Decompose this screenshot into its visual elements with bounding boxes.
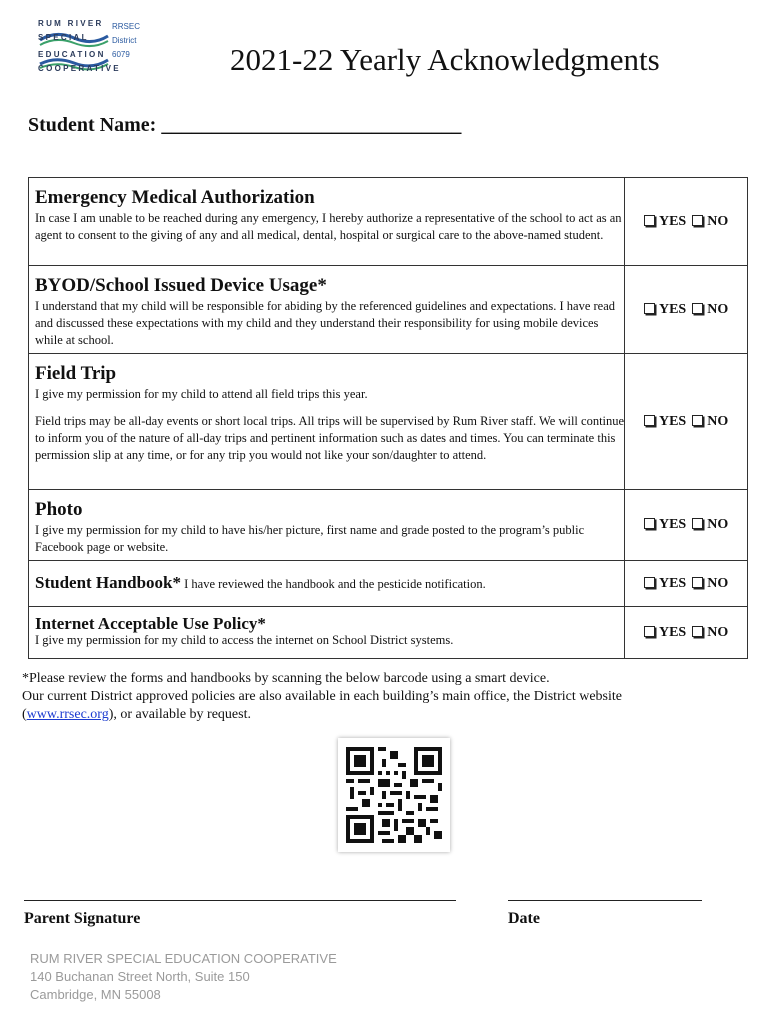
- rrsec-logo: [38, 18, 148, 82]
- note-line-1: *Please review the forms and handbooks by scanning the below barcode using a smart device.: [22, 671, 550, 686]
- logo-district-text: [112, 20, 140, 62]
- table-row: [29, 178, 748, 266]
- qr-code-icon: [346, 747, 442, 843]
- yes-no-choice: [625, 266, 748, 354]
- yes-label: YES: [658, 517, 687, 532]
- section-text: I give my permission for my child to access the internet on School District systems.: [35, 633, 454, 647]
- section-text-detail: Field trips may be all-day events or short local trips. All trips will be supervised by Rum River staff. We will continue to inform you of the nature of all-day trips and pertinent information such as dates and times. You can terminate this permission slip at any time, or for any trip you would not like your son/daughter to attend.: [35, 414, 625, 462]
- yes-checkbox[interactable]: [644, 214, 686, 229]
- date-line[interactable]: [508, 900, 702, 902]
- student-name-field[interactable]: Student Name: ______________________________: [28, 114, 462, 136]
- no-label: NO: [707, 624, 729, 640]
- yes-no-choice: [625, 607, 748, 659]
- yes-label: YES: [658, 213, 687, 229]
- table-row: [29, 266, 748, 354]
- no-checkbox[interactable]: [692, 214, 728, 229]
- section-text: I have reviewed the handbook and the pesticide notification.: [184, 577, 486, 591]
- acknowledgments-table: [28, 177, 748, 659]
- table-row: [29, 490, 748, 561]
- checkbox-icon: [644, 215, 655, 226]
- footer-address: [30, 950, 337, 1004]
- yes-no-choice: [625, 490, 748, 561]
- checkbox-icon: [692, 626, 703, 637]
- section-description: [29, 354, 625, 490]
- yes-checkbox[interactable]: [644, 302, 686, 317]
- review-notes: [22, 670, 742, 724]
- no-label: NO: [707, 213, 729, 229]
- district-website-link[interactable]: www.rrsec.org: [26, 707, 109, 722]
- no-label: NO: [707, 517, 729, 532]
- no-label: NO: [707, 413, 729, 429]
- note-line-2: Our current District approved policies are also available in each building’s main office, the District website: [22, 689, 622, 704]
- footer-city: Cambridge, MN 55008: [30, 987, 161, 1002]
- section-description: [29, 561, 625, 607]
- yes-checkbox[interactable]: [644, 625, 686, 640]
- section-text: In case I am unable to be reached during any emergency, I hereby authorize a representative of the school to act as an agent to consent to the giving of any and all medical, dental, hospital or surgical care to the above-named student.: [35, 211, 622, 242]
- no-checkbox[interactable]: [692, 576, 728, 591]
- section-description: [29, 266, 625, 354]
- checkbox-icon: [692, 415, 703, 426]
- table-row: [29, 354, 748, 490]
- table-row: [29, 561, 748, 607]
- footer-org: RUM RIVER SPECIAL EDUCATION COOPERATIVE: [30, 951, 337, 966]
- yes-no-choice: [625, 354, 748, 490]
- yes-no-choice: [625, 178, 748, 266]
- section-description: [29, 607, 625, 659]
- no-checkbox[interactable]: [692, 302, 728, 317]
- section-title: Emergency Medical Authorization: [35, 187, 315, 208]
- no-checkbox[interactable]: [692, 414, 728, 429]
- section-title: Field Trip: [35, 363, 117, 384]
- note-line-3: [22, 706, 742, 724]
- checkbox-icon: [644, 415, 655, 426]
- no-checkbox[interactable]: [692, 517, 728, 532]
- parent-signature-line[interactable]: [24, 900, 456, 902]
- logo-line-4: COOPERATIVE: [38, 64, 121, 73]
- checkbox-icon: [644, 518, 655, 529]
- table-row: [29, 607, 748, 659]
- logo-line-1: RUM RIVER: [38, 19, 104, 28]
- yes-label: YES: [658, 301, 687, 317]
- section-text: I understand that my child will be responsible for abiding by the referenced guidelines and expectations. I have read and discussed these expectations with my child and they understand their responsibility for using mobile devices while at school.: [35, 299, 616, 347]
- no-label: NO: [707, 575, 729, 591]
- no-checkbox[interactable]: [692, 625, 728, 640]
- section-title: BYOD/School Issued Device Usage*: [35, 275, 327, 296]
- yes-checkbox[interactable]: [644, 517, 686, 532]
- section-description: [29, 490, 625, 561]
- logo-line-3: EDUCATION: [38, 50, 106, 59]
- logo-wordmark: [38, 18, 121, 74]
- section-text: I give my permission for my child to attend all field trips this year.: [35, 387, 368, 401]
- footer-street: 140 Buchanan Street North, Suite 150: [30, 969, 250, 984]
- logo-rrsec: RRSEC: [112, 22, 141, 31]
- checkbox-icon: [692, 577, 703, 588]
- logo-district: District: [112, 36, 137, 45]
- section-title: Internet Acceptable Use Policy*: [35, 614, 266, 633]
- yes-label: YES: [658, 624, 687, 640]
- section-description: [29, 178, 625, 266]
- checkbox-icon: [644, 303, 655, 314]
- yes-label: YES: [658, 413, 687, 429]
- section-title: Student Handbook*: [35, 573, 181, 592]
- note-line-3-text: ), or available by request.: [108, 707, 251, 722]
- section-text: I give my permission for my child to have his/her picture, first name and grade posted to the program’s public Facebook page or website.: [35, 523, 585, 554]
- section-title: Photo: [35, 499, 83, 520]
- checkbox-icon: [644, 626, 655, 637]
- date-label: Date: [508, 910, 540, 927]
- checkbox-icon: [692, 518, 703, 529]
- page-title: 2021-22 Yearly Acknowledgments: [230, 42, 660, 77]
- logo-district-number: 6079: [112, 50, 130, 59]
- checkbox-icon: [692, 215, 703, 226]
- parent-signature-label: Parent Signature: [24, 910, 141, 927]
- no-label: NO: [707, 301, 729, 317]
- logo-line-2: SPECIAL: [38, 33, 89, 42]
- qr-code: [338, 738, 450, 852]
- checkbox-icon: [692, 303, 703, 314]
- open-paren: (: [22, 707, 27, 722]
- yes-no-choice: [625, 561, 748, 607]
- yes-checkbox[interactable]: [644, 414, 686, 429]
- checkbox-icon: [644, 577, 655, 588]
- yes-label: YES: [658, 575, 687, 591]
- yes-checkbox[interactable]: [644, 576, 686, 591]
